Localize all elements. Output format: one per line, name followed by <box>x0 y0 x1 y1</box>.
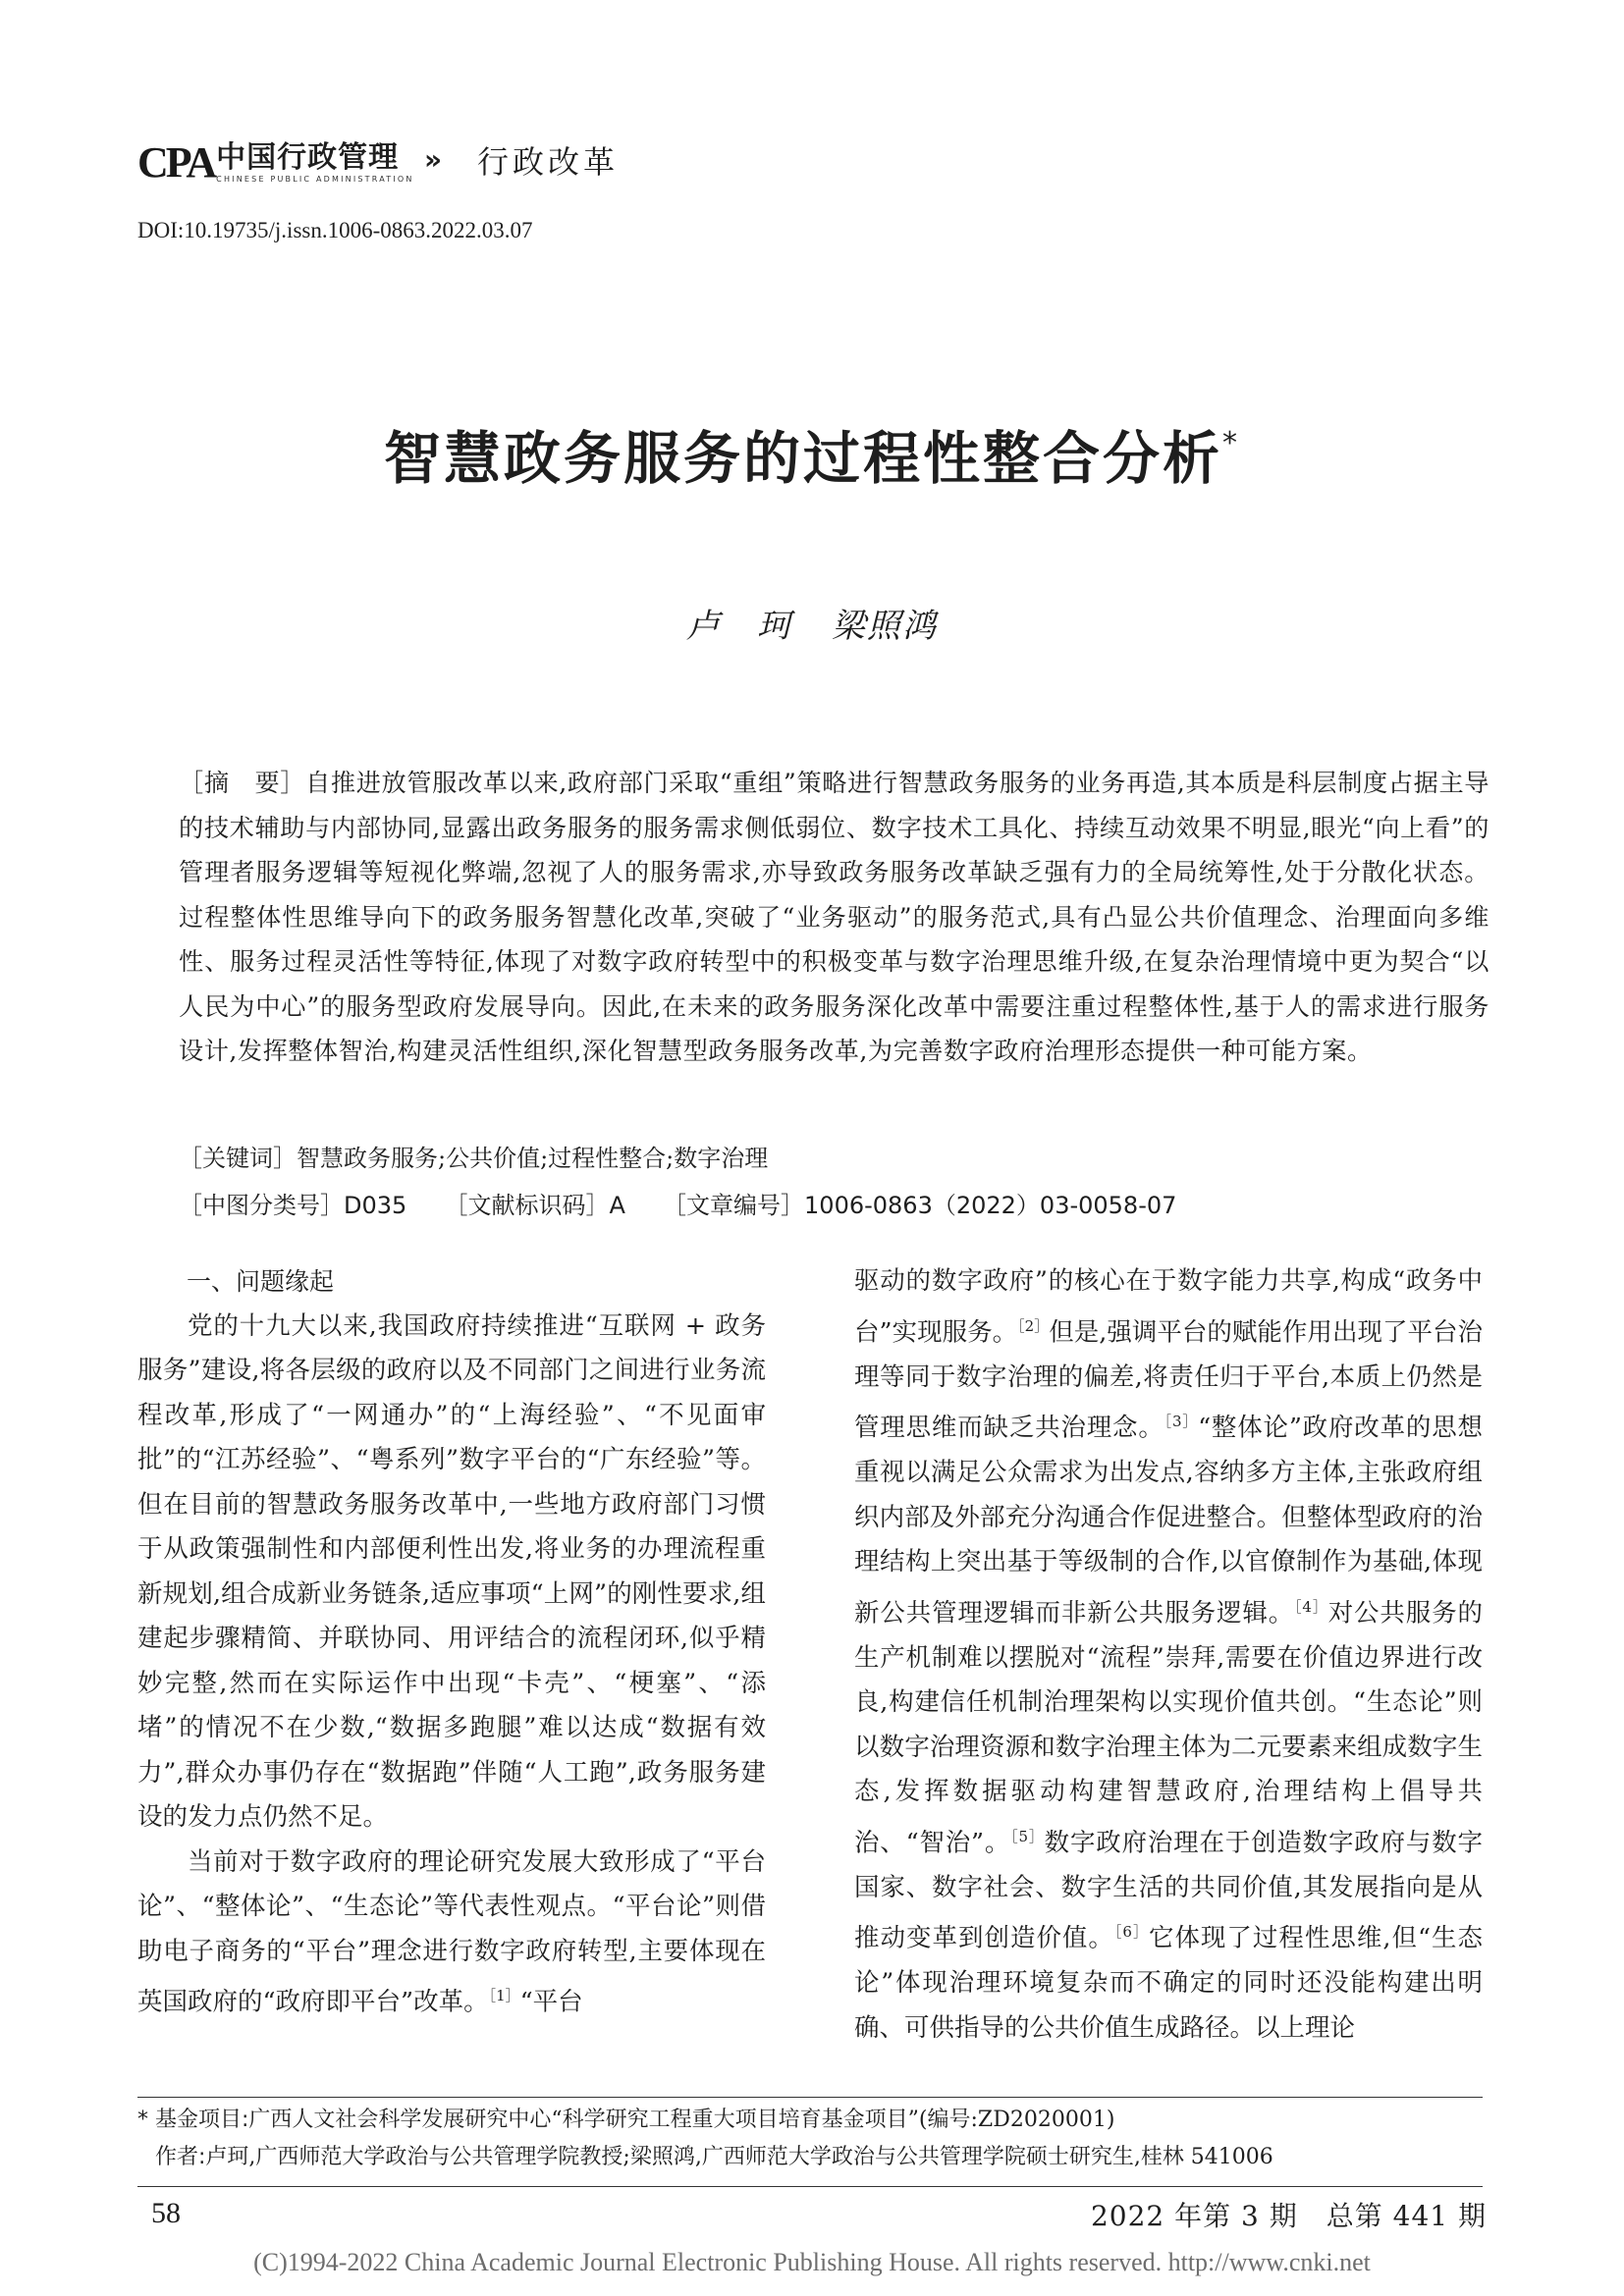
keywords-label: ［关键词］ <box>179 1145 297 1172</box>
citation-mark: ［4］ <box>1294 1597 1328 1616</box>
fund-text: 广西人文社会科学发展研究中心“科学研究工程重大项目培育基金项目”(编号:ZD2020001) <box>248 2108 1115 2132</box>
page-number: 58 <box>151 2197 181 2229</box>
body-text: “平台 <box>519 1987 583 2017</box>
doi: DOI:10.19735/j.issn.1006-0863.2022.03.07 <box>137 218 533 242</box>
section-heading: 一、问题缘起 <box>187 1267 335 1296</box>
journal-logo <box>137 137 414 185</box>
footnote-divider <box>137 2097 1483 2098</box>
doc-code-label: ［文献标识码］ <box>444 1192 610 1219</box>
copyright-watermark: (C)1994-2022 China Academic Journal Electronic Publishing House. All rights reserved. http://www.cnki.net <box>253 2248 1371 2276</box>
article-title <box>0 412 1624 495</box>
page-footer-divider <box>137 2186 1483 2187</box>
fund-footnote <box>137 2103 1114 2133</box>
citation-mark: ［6］ <box>1113 1923 1149 1941</box>
issue-info: 2022 年第 3 期 总第 441 期 <box>1090 2200 1487 2232</box>
keywords-text: 智慧政务服务;公共价值;过程性整合;数字治理 <box>297 1145 769 1172</box>
body-text: 但是,强调平台的赋能作用出现了平台治理等同于数字治理的偏差,将责任归于平台,本质上仍然是管理思维而缺乏共治理念。 <box>854 1317 1483 1443</box>
article-number-label: ［文章编号］ <box>663 1192 805 1219</box>
author-line <box>0 599 1624 647</box>
citation-mark: ［2］ <box>1017 1316 1050 1335</box>
abstract <box>179 761 1489 1074</box>
body-text: 数字政府治理在于创造数字政府与数字国家、数字社会、数字生活的共同价值,其发展指向是从推动变革到创造价值。 <box>854 1828 1483 1953</box>
body-text: 当前对于数字政府的理论研究发展大致形成了“平台论”、“整体论”、“生态论”等代表性观点。“平台论”则借助电子商务的“平台”理念进行数字政府转型,主要体现在英国政府的“政府即平台”改革。 <box>137 1846 766 2017</box>
author-1: 卢 珂 <box>686 607 792 646</box>
journal-name-en: CHINESE PUBLIC ADMINISTRATION <box>216 175 414 184</box>
fund-label: 基金项目: <box>155 2108 249 2132</box>
citation-mark: ［3］ <box>1164 1413 1199 1430</box>
clc-value: D035 <box>344 1192 407 1219</box>
body-paragraph: 党的十九大以来,我国政府持续推进“互联网 + 政务服务”建设,将各层级的政府以及不同部门之间进行业务流程改革,形成了“一网通办”的“上海经验”、“不见面审批”的“江苏经验”、“粤系列”数字平台的“广东经验”等。但在目前的智慧政务服务改革中,一些地方政府部门习惯于从政策强制性和内部便利性出发,将业务的办理流程重新规划,组合成新业务链条,适应事项“上网”的刚性要求,组建起步骤精简、并联协同、用评结合的流程闭环,似乎精妙完整,然而在实际运作中出现“卡壳”、“梗塞”、“添堵”的情况不在少数,“数据多跑腿”难以达成“数据有效力”,群众办事仍存在“数据跑”伴随“人工跑”,政务服务建设的发力点仍然不足。 <box>137 1310 766 1832</box>
author-footnote <box>155 2140 1273 2170</box>
body-text: 驱动的数字政府”的核心在于数字能力共享,构成“政务中台”实现服务。 <box>854 1266 1483 1347</box>
body-paragraph <box>854 1259 1483 2051</box>
doc-code-value: A <box>609 1192 625 1219</box>
journal-name-cn: 中国行政管理 <box>216 140 400 175</box>
body-column-left <box>137 1259 766 2025</box>
section-arrow-icon: » <box>424 143 443 176</box>
citation-mark: ［5］ <box>1010 1827 1045 1845</box>
author-info-text: 卢珂,广西师范大学政治与公共管理学院教授;梁照鸿,广西师范大学政治与公共管理学院硕士研究生,桂林 541006 <box>205 2145 1273 2169</box>
keywords <box>179 1139 768 1173</box>
journal-name-block <box>216 141 413 185</box>
title-footnote-mark: * <box>1222 426 1240 460</box>
footnote-star: * <box>137 2108 148 2132</box>
body-text: “整体论”政府改革的思想重视以满足公众需求为出发点,容纳多方主体,主张政府组织内部及外部充分沟通合作促进整合。但整体型政府的治理结构上突出基于等级制的合作,以官僚制作为基础,体现新公共管理逻辑而非新公共服务逻辑。 <box>854 1413 1483 1628</box>
body-paragraph <box>137 1841 766 2026</box>
clc-label: ［中图分类号］ <box>179 1192 344 1219</box>
body-text: 它体现了过程性思维,但“生态论”体现治理环境复杂而不确定的同时还没能构建出明确、可供指导的公共价值生成路径。以上理论 <box>854 1923 1483 2043</box>
author-info-label: 作者: <box>155 2145 206 2169</box>
cpa-logo-mark: CPA <box>137 138 215 187</box>
abstract-text: 自推进放管服改革以来,政府部门采取“重组”策略进行智慧政务服务的业务再造,其本质是科层制度占据主导的技术辅助与内部协同,显露出政务服务的服务需求侧低弱位、数字技术工具化、持续互动效果不明显,眼光“向上看”的管理者服务逻辑等短视化弊端,忽视了人的服务需求,亦导致政务服务改革缺乏强有力的全局统筹性,处于分散化状态。过程整体性思维导向下的政务服务智慧化改革,突破了“业务驱动”的服务范式,具有凸显公共价值理念、治理面向多维性、服务过程灵活性等特征,体现了对数字政府转型中的积极变革与数字治理思维升级,在复杂治理情境中更为契合“以人民为中心”的服务型政府发展导向。因此,在未来的政务服务深化改革中需要注重过程整体性,基于人的需求进行服务设计,发挥整体智治,构建灵活性组织,深化智慧型政务服务改革,为完善数字政府治理形态提供一种可能方案。 <box>179 769 1489 1065</box>
body-text: 对公共服务的生产机制难以摆脱对“流程”崇拜,需要在价值边界进行改良,构建信任机制治理架构以实现价值共创。“生态论”则以数字治理资源和数字治理主体为二元要素来组成数字生态,发挥数据驱动构建智慧政府,治理结构上倡导共治、“智治”。 <box>854 1598 1483 1857</box>
author-2: 梁照鸿 <box>832 607 938 646</box>
classification-line <box>179 1186 1176 1220</box>
citation-mark: ［1］ <box>488 1987 520 2004</box>
abstract-label: ［摘 要］ <box>179 769 306 797</box>
article-number-value: 1006-0863（2022）03-0058-07 <box>804 1192 1177 1219</box>
section-name: 行政改革 <box>477 143 620 181</box>
article-title-text: 智慧政务服务的过程性整合分析 <box>383 425 1222 492</box>
body-column-right <box>854 1259 1483 2051</box>
